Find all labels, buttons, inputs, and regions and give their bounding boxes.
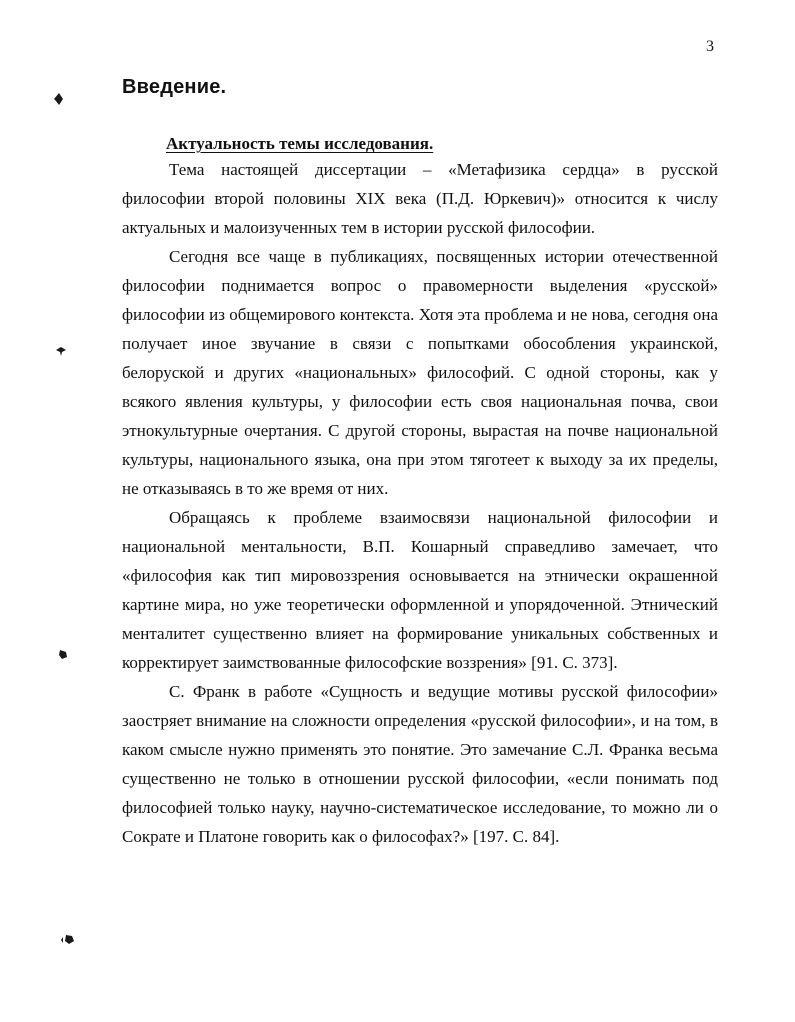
paragraph: Обращаясь к проблеме взаимосвязи национальной философии и национальной ментальности, В.П. Кошарный справедливо замечает, что «философия как тип мировоззрения основывается на этнически окрашенной картине мира, но уже теоретически оформленной и упорядоченной. Этнический менталитет существенно влияет на формирование уникальных собственных и корректирует заимствованные философские воззрения» [91. С. 373]. xyxy=(122,508,718,672)
scan-mark-icon xyxy=(56,647,70,661)
subsection-heading: Актуальность темы исследования. xyxy=(166,134,434,153)
scan-mark-icon xyxy=(54,344,68,358)
paragraph: С. Франк в работе «Сущность и ведущие мотивы русской философии» заостряет внимание на сложности определения «русской философии», и на том, в каком смысле нужно применять это понятие. Это замечание С.Л. Франка весьма существенно не только в отношении русской философии, «если понимать под философией только науку, научно-систематическое исследование, то можно ли о Сократе и Платоне говорить как о философах?» [197. С. 84]. xyxy=(122,682,718,846)
scan-mark-icon xyxy=(52,92,66,106)
section-heading: Введение. xyxy=(122,76,227,98)
page-number: 3 xyxy=(706,38,714,55)
scan-mark-icon xyxy=(60,932,76,946)
body-text xyxy=(122,155,718,851)
paragraph: Сегодня все чаще в публикациях, посвященных истории отечественной философии поднимается вопрос о правомерности выделения «русской» философии из общемирового контекста. Хотя эта проблема и не нова, сегодня она получает иное звучание в связи с попытками обособления украинской, белоруской и других «национальных» философий. С одной стороны, как у всякого явления культуры, у философии есть своя национальная почва, свои этнокультурные очертания. С другой стороны, вырастая на почве национальной культуры, национального языка, она при этом тяготеет к выходу за их пределы, не отказываясь в то же время от них. xyxy=(122,247,718,498)
paragraph: Тема настоящей диссертации – «Метафизика сердца» в русской философии второй половины XIX века (П.Д. Юркевич)» относится к числу актуальных и малоизученных тем в истории русской философии. xyxy=(122,160,718,237)
